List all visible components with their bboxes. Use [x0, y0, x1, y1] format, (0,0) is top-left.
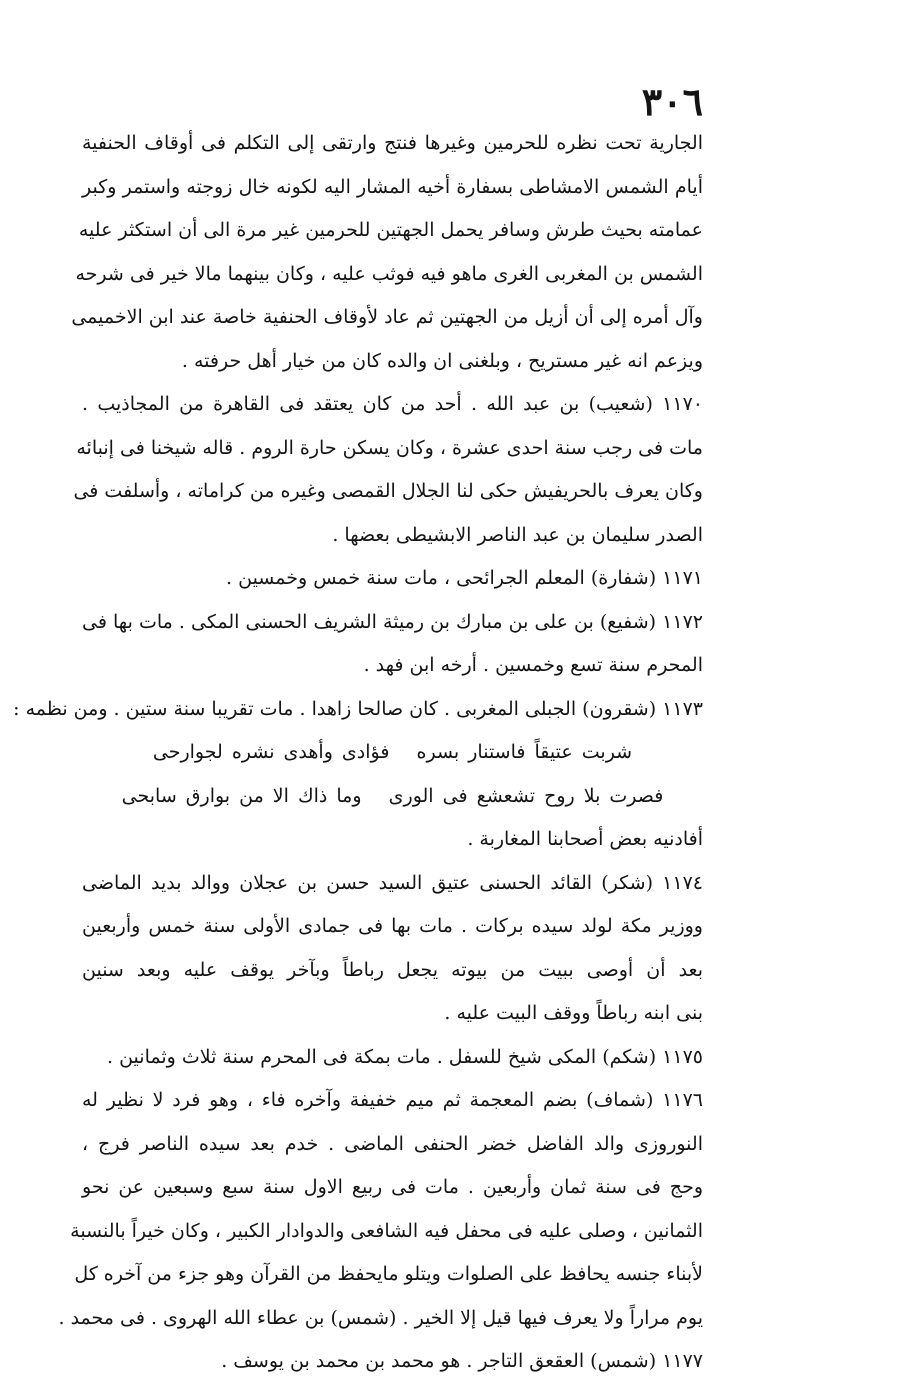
text-line: الثمانين ، وصلى عليه فى محفل فيه الشافعى والدوادار الكبير ، وكان خيراً بالنسبة	[70, 1219, 703, 1242]
text-line: ١١٧١ (شفارة) المعلم الجرائحى ، مات سنة خمس وخمسين .	[226, 567, 703, 589]
text-line: يوم مراراً ولا يعرف فيها قيل إلا الخير . (شمس) بن عطاء الله الهروى . فى محمد .	[58, 1306, 703, 1329]
page-body-text	[13, 122, 703, 1384]
text-line: وكان يعرف بالحريفيش حكى لنا الجلال القمصى وغيره من كراماته ، وأسلفت فى	[73, 480, 703, 502]
text-line: وآل أمره إلى أن أزيل من الجهتين ثم عاد لأوقاف الحنفية خاصة عند ابن الاخميمى	[71, 306, 703, 328]
verse-line: شربت عتيقاً فاستنار بسره ‏ ‏ فؤادى وأهدى نشره لجوارحى	[152, 741, 633, 763]
text-line: الجارية تحت نظره للحرمين وغيرها فنتج وارتقى إلى التكلم فى أوقاف الحنفية	[82, 132, 703, 154]
text-line: ١١٧٢ (شفيع) بن على بن مبارك بن رميثة الشريف الحسنى المكى . مات بها فى	[82, 610, 703, 633]
page-number: ٣٠٦	[641, 79, 703, 124]
text-line: مات فى رجب سنة احدى عشرة ، وكان يسكن حارة الروم . قاله شيخنا فى إنبائه	[76, 436, 703, 459]
text-line: وحج فى سنة ثمان وأربعين . مات فى ربيع الاول سنة سبع وسبعين عن نحو	[82, 1176, 703, 1198]
text-line: لأبناء جنسه يحافظ على الصلوات ويتلو مايحفظ من القرآن وهو جزء من آخره كل	[74, 1263, 703, 1285]
text-line: النوروزى والد الفاضل خضر الحنفى الماضى . خدم بعد سيده الناصر فرج ،	[82, 1132, 703, 1155]
text-line: ١١٧٤ (شكر) القائد الحسنى عتيق السيد حسن بن عجلان ووالد بديد الماضى	[82, 871, 703, 894]
text-line: الشمس بن المغربى الغرى ماهو فيه فوثب عليه ، وكان بينهما مالا خير فى شرحه	[75, 262, 703, 285]
verse-line: فصرت بلا روح تشعشع فى الورى ‏ ‏ وما ذاك الا من بوارق سابحى	[121, 784, 664, 807]
text-line: بنى ابنه رباطاً ووقف البيت عليه .	[444, 1002, 703, 1024]
text-line: ويزعم انه غير مستريح ، وبلغنى ان والده كان من خيار أهل حرفته .	[181, 349, 703, 372]
text-line: ووزير مكة لولد سيده بركات . مات بها فى جمادى الأولى سنة خمس وأربعين	[82, 915, 703, 937]
text-line: ١١٧٠ (شعيب) بن عبد الله . أحد من كان يعتقد فى القاهرة من المجاذيب .	[82, 393, 703, 415]
text-line: ١١٧٦ (شماف) بضم المعجمة ثم ميم خفيفة وآخره فاء ، وهو فرد لا نظير له	[82, 1089, 703, 1111]
text-line: المحرم سنة تسع وخمسين . أرخه ابن فهد .	[363, 654, 703, 676]
text-line: أفادنيه بعض أصحابنا المغاربة .	[467, 828, 703, 850]
text-line: أيام الشمس الامشاطى بسفارة أخيه المشار اليه لكونه خال زوجته واستمر وكبر	[82, 175, 703, 198]
text-line: ١١٧٥ (شكم) المكى شيخ للسفل . مات بمكة فى المحرم سنة ثلاث وثمانين .	[107, 1045, 703, 1068]
text-line: ١١٧٣ (شقرون) الجبلى المغربى . كان صالحا زاهدا . مات تقريبا سنة ستين . ومن نظمه :	[13, 697, 703, 720]
text-line: الصدر سليمان بن عبد الناصر الابشيطى بعضها .	[332, 523, 703, 546]
text-line: بعد أن أوصى ببيت من بيوته يجعل رباطاً وبآخر يوقف عليه وبعد سنين	[82, 958, 703, 981]
text-line: عمامته بحيث طرش وسافر يحمل الجهتين للحرمين غير مرة الى أن استكثر عليه	[78, 219, 703, 241]
text-line: ١١٧٧ (شمس) العقعق التاجر . هو محمد بن محمد بن يوسف .	[221, 1350, 703, 1372]
